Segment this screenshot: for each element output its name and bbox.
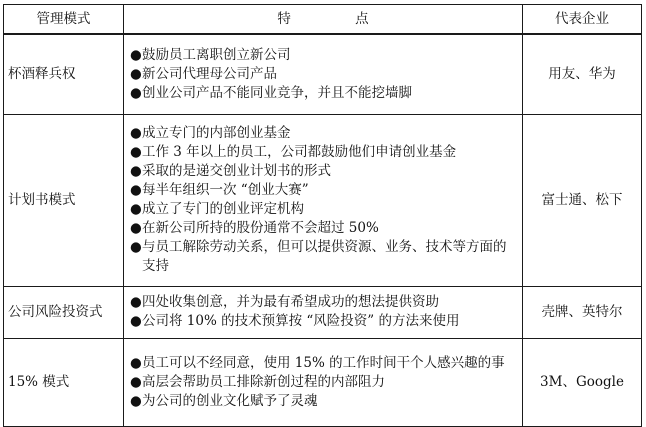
- feature-text: 成立专门的内部创业基金: [142, 125, 291, 141]
- header-features-label: 特 点: [277, 10, 399, 27]
- list-item: [130, 312, 516, 331]
- list-item: [130, 65, 516, 84]
- list-item: [130, 124, 516, 143]
- list-item: [130, 84, 516, 103]
- companies-cell: 富士通、松下: [523, 114, 642, 286]
- mode-cell: 公司风险投资式: [4, 286, 124, 338]
- companies-cell: 用友、华为: [523, 34, 642, 114]
- bullet-icon: ●: [130, 239, 142, 255]
- bullet-icon: ●: [130, 65, 142, 82]
- feature-text: 在新公司所持的股份通常不会超过 50%: [142, 220, 379, 236]
- bullet-icon: ●: [130, 163, 142, 179]
- feature-list: [130, 124, 516, 276]
- table-row: [4, 338, 642, 426]
- feature-text: 四处收集创意，并为最有希望成功的想法提供资助: [142, 294, 439, 310]
- bullet-icon: ●: [130, 294, 142, 310]
- feature-text: 员工可以不经同意，使用 15% 的工作时间干个人感兴趣的事: [142, 354, 505, 371]
- feature-text: 高层会帮助员工排除新创过程的内部阻力: [142, 373, 385, 390]
- feature-text: 鼓励员工离职创立新公司: [142, 46, 291, 63]
- features-cell: [124, 286, 523, 338]
- feature-text: 采取的是递交创业计划书的形式: [142, 163, 331, 179]
- header-companies: 代表企业: [523, 5, 642, 35]
- feature-text: 工作 3 年以上的员工，公司都鼓励他们申请创业基金: [142, 144, 457, 160]
- feature-text: 创业公司产品不能同业竞争，并且不能挖墙脚: [142, 84, 412, 101]
- list-item: [130, 238, 516, 276]
- feature-list: [130, 293, 516, 331]
- companies-cell: 3M、Google: [523, 338, 642, 426]
- list-item: [130, 200, 516, 219]
- bullet-icon: ●: [130, 354, 142, 371]
- bullet-icon: ●: [130, 201, 142, 217]
- mode-cell: 杯酒释兵权: [4, 34, 124, 114]
- list-item: [130, 354, 516, 373]
- bullet-icon: ●: [130, 313, 142, 329]
- list-item: [130, 392, 516, 411]
- header-features: [124, 5, 523, 35]
- mode-cell: 15% 模式: [4, 338, 124, 426]
- list-item: [130, 143, 516, 162]
- bullet-icon: ●: [130, 46, 142, 63]
- bullet-icon: ●: [130, 125, 142, 141]
- table-row: [4, 114, 642, 286]
- features-cell: [124, 34, 523, 114]
- mode-cell: 计划书模式: [4, 114, 124, 286]
- bullet-icon: ●: [130, 144, 142, 160]
- feature-text: 成立了专门的创业评定机构: [142, 201, 304, 217]
- list-item: [130, 46, 516, 65]
- table-row: [4, 286, 642, 338]
- bullet-icon: ●: [130, 220, 142, 236]
- management-mode-table: [3, 4, 642, 427]
- feature-list: [130, 46, 516, 103]
- list-item: [130, 293, 516, 312]
- feature-text: 为公司的创业文化赋予了灵魂: [142, 392, 318, 409]
- feature-text: 新公司代理母公司产品: [142, 65, 277, 82]
- feature-text: 每半年组织一次 “创业大赛”: [142, 182, 309, 198]
- feature-list: [130, 354, 516, 411]
- table-row: [4, 34, 642, 114]
- feature-text: 与员工解除劳动关系，但可以提供资源、业务、技术等方面的支持: [142, 239, 507, 274]
- list-item: [130, 219, 516, 238]
- list-item: [130, 181, 516, 200]
- features-cell: [124, 338, 523, 426]
- bullet-icon: ●: [130, 373, 142, 390]
- bullet-icon: ●: [130, 392, 142, 409]
- header-row: [4, 5, 642, 35]
- list-item: [130, 373, 516, 392]
- bullet-icon: ●: [130, 84, 142, 101]
- companies-cell: 壳牌、英特尔: [523, 286, 642, 338]
- bullet-icon: ●: [130, 182, 142, 198]
- feature-text: 公司将 10% 的技术预算按 “风险投资” 的方法来使用: [142, 313, 460, 329]
- header-mode: 管理模式: [4, 5, 124, 35]
- list-item: [130, 162, 516, 181]
- features-cell: [124, 114, 523, 286]
